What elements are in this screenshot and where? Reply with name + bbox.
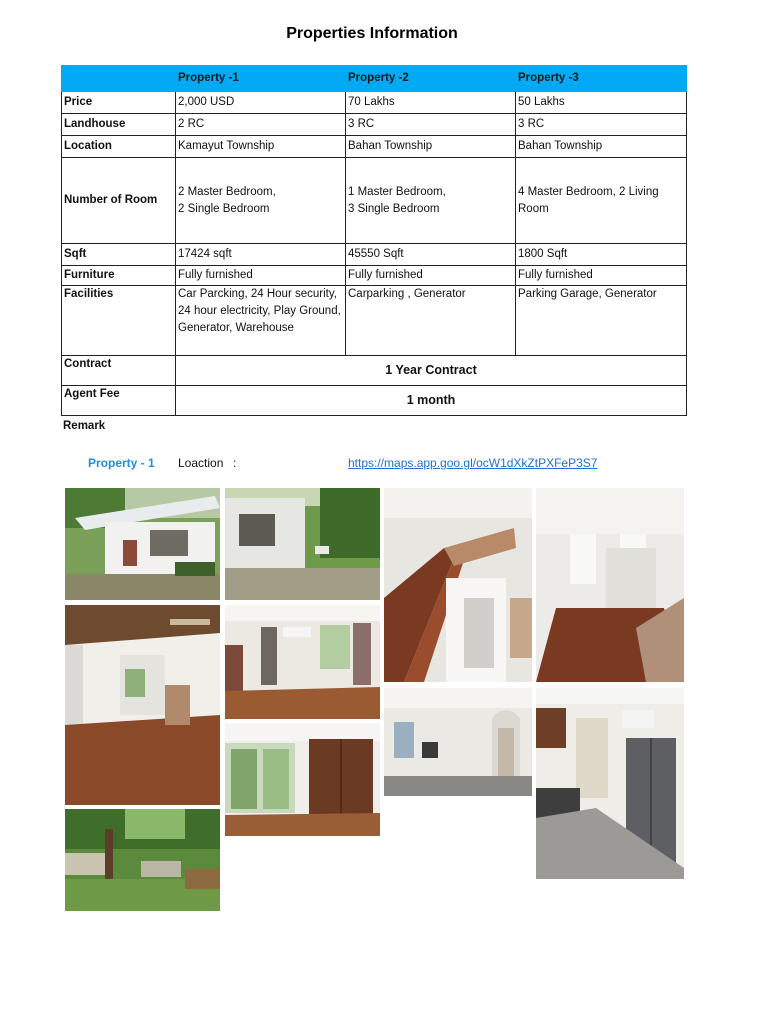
- header-property-2: Property -2: [346, 66, 516, 92]
- cell-value: 2 RC: [176, 114, 346, 136]
- row-label: Facilities: [62, 286, 176, 356]
- photo-upper-hallway: [536, 488, 684, 682]
- location-property-label: Property - 1: [88, 456, 155, 470]
- cell-value: Fully furnished: [346, 266, 516, 286]
- row-label: Landhouse: [62, 114, 176, 136]
- cell-value: 2,000 USD: [176, 92, 346, 114]
- cell-value: Bahan Township: [516, 136, 687, 158]
- table-header-row: [62, 66, 687, 92]
- cell-value: Car Parcking, 24 Hour security, 24 hour electricity, Play Ground, Generator, Warehouse: [176, 286, 346, 356]
- location-label: Loaction: [178, 456, 224, 470]
- row-label: Location: [62, 136, 176, 158]
- row-label: Agent Fee: [62, 386, 176, 416]
- row-label: Furniture: [62, 266, 176, 286]
- cell-value: 45550 Sqft: [346, 244, 516, 266]
- table-row-furniture: [62, 266, 687, 286]
- table-row-price: [62, 92, 687, 114]
- table-row-sqft: [62, 244, 687, 266]
- photo-house-exterior-side: [225, 488, 380, 600]
- photo-kitchen-fridge: [536, 688, 684, 879]
- header-property-1: Property -1: [176, 66, 346, 92]
- photo-house-exterior-front: [65, 488, 220, 600]
- table-row-contract: [62, 356, 687, 386]
- header-property-3: Property -3: [516, 66, 687, 92]
- map-link[interactable]: https://maps.app.goo.gl/ocW1dXkZtPXFeP3S7: [348, 456, 598, 470]
- row-label: Sqft: [62, 244, 176, 266]
- table-row-location: [62, 136, 687, 158]
- cell-value: 3 RC: [346, 114, 516, 136]
- cell-value: 1800 Sqft: [516, 244, 687, 266]
- photo-garden: [65, 809, 220, 911]
- properties-table: [61, 65, 687, 416]
- cell-value: Fully furnished: [176, 266, 346, 286]
- agent-fee-value: 1 month: [176, 386, 687, 416]
- cell-value: Carparking , Generator: [346, 286, 516, 356]
- table-row-facilities: [62, 286, 687, 356]
- table-row-agent-fee: [62, 386, 687, 416]
- contract-value: 1 Year Contract: [176, 356, 687, 386]
- row-label: Contract: [62, 356, 176, 386]
- row-label: Number of Room: [62, 158, 176, 244]
- table-row-number-of-room: [62, 158, 687, 244]
- row-label: Price: [62, 92, 176, 114]
- page-title: Properties Information: [286, 25, 458, 42]
- cell-value: Parking Garage, Generator: [516, 286, 687, 356]
- header-cell-empty: [62, 66, 176, 92]
- cell-value: 4 Master Bedroom, 2 Living Room: [516, 158, 687, 244]
- cell-value: 17424 sqft: [176, 244, 346, 266]
- table-row-landhouse: [62, 114, 687, 136]
- location-colon: :: [233, 456, 237, 470]
- cell-value: 50 Lakhs: [516, 92, 687, 114]
- cell-value: 2 Master Bedroom, 2 Single Bedroom: [176, 158, 346, 244]
- photo-bedroom-windows: [225, 605, 380, 719]
- cell-value: 70 Lakhs: [346, 92, 516, 114]
- photo-dining-area: [384, 688, 532, 796]
- cell-value: 1 Master Bedroom, 3 Single Bedroom: [346, 158, 516, 244]
- cell-value: Fully furnished: [516, 266, 687, 286]
- remark-label: Remark: [63, 420, 106, 432]
- photo-room-wardrobe: [225, 723, 380, 836]
- photo-living-room-ceiling-fan: [65, 605, 220, 805]
- cell-value: Bahan Township: [346, 136, 516, 158]
- cell-value: 3 RC: [516, 114, 687, 136]
- cell-value: Kamayut Township: [176, 136, 346, 158]
- photo-staircase: [384, 488, 532, 682]
